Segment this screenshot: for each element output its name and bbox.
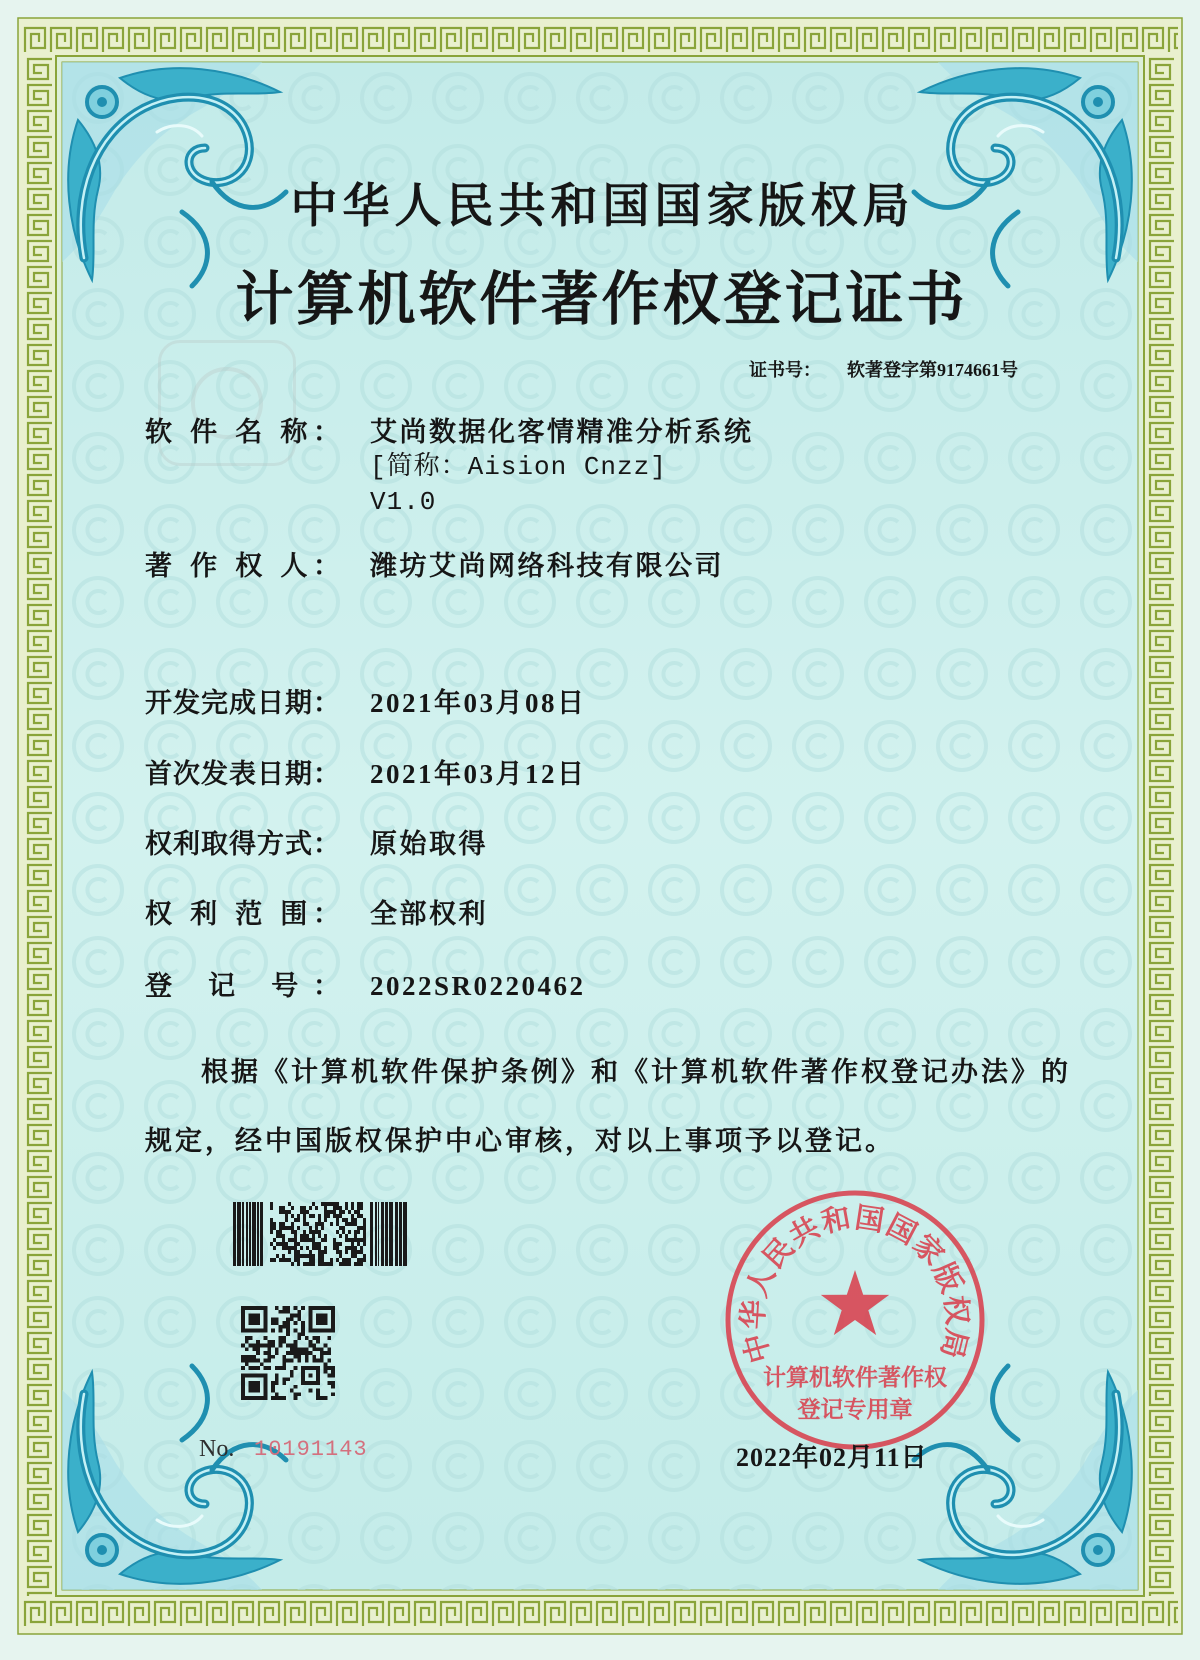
barcode-bars bbox=[233, 1202, 407, 1266]
qr-code-modules bbox=[241, 1306, 335, 1400]
first-publication-date-label: 首次发表日期： bbox=[145, 759, 340, 789]
barcode-icon bbox=[233, 1202, 408, 1266]
acquisition-method-label: 权利取得方式： bbox=[145, 829, 340, 859]
issue-date: 2022年02月11日 bbox=[736, 1443, 928, 1472]
certificate-number-label: 证书号： bbox=[749, 360, 821, 380]
registration-number-value: 2022SR0220462 bbox=[370, 971, 586, 1001]
acquisition-method-value: 原始取得 bbox=[370, 829, 488, 859]
software-version: V1.0 bbox=[370, 487, 437, 517]
serial-number: 10191143 bbox=[254, 1437, 368, 1462]
star-icon bbox=[821, 1270, 889, 1335]
development-date-value: 2021年03月08日 bbox=[370, 688, 587, 718]
greek-key-band-bottom bbox=[22, 1596, 1178, 1630]
software-name-value: 艾尚数据化客情精准分析系统 bbox=[370, 417, 754, 447]
issuing-authority: 中华人民共和国国家版权局 bbox=[290, 181, 915, 233]
first-publication-date-value: 2021年03月12日 bbox=[370, 759, 587, 789]
copyright-owner-value: 潍坊艾尚网络科技有限公司 bbox=[370, 551, 724, 581]
greek-key-band-top bbox=[22, 22, 1178, 56]
registration-number-label: 登 记 号： bbox=[145, 971, 340, 1001]
seal-inner-line-1: 计算机软件著作权 bbox=[763, 1364, 947, 1390]
statement-line-1: 根据《计算机软件保护条例》和《计算机软件著作权登记办法》的 bbox=[201, 1057, 1071, 1087]
statement-line-2: 规定，经中国版权保护中心审核，对以上事项予以登记。 bbox=[145, 1126, 895, 1156]
certificate-number-value: 软著登字第9174661号 bbox=[847, 360, 1018, 380]
serial-prefix: No. bbox=[199, 1436, 235, 1462]
software-name-label: 软 件 名 称： bbox=[145, 417, 340, 447]
certificate-number bbox=[749, 358, 1018, 382]
development-date-label: 开发完成日期： bbox=[145, 688, 340, 718]
qr-code-icon bbox=[241, 1306, 335, 1400]
rights-scope-label: 权 利 范 围： bbox=[145, 899, 340, 929]
official-seal bbox=[713, 1178, 997, 1462]
seal-ring-text: 中华人民共和国国家版权局 bbox=[737, 1202, 973, 1367]
rights-scope-value: 全部权利 bbox=[370, 899, 488, 929]
copyright-owner-label: 著 作 权 人： bbox=[145, 551, 340, 581]
seal-inner-line-2: 登记专用章 bbox=[797, 1396, 913, 1422]
software-short-name: [简称：Aision Cnzz] bbox=[370, 452, 667, 482]
certificate-title: 计算机软件著作权登记证书 bbox=[235, 267, 968, 332]
